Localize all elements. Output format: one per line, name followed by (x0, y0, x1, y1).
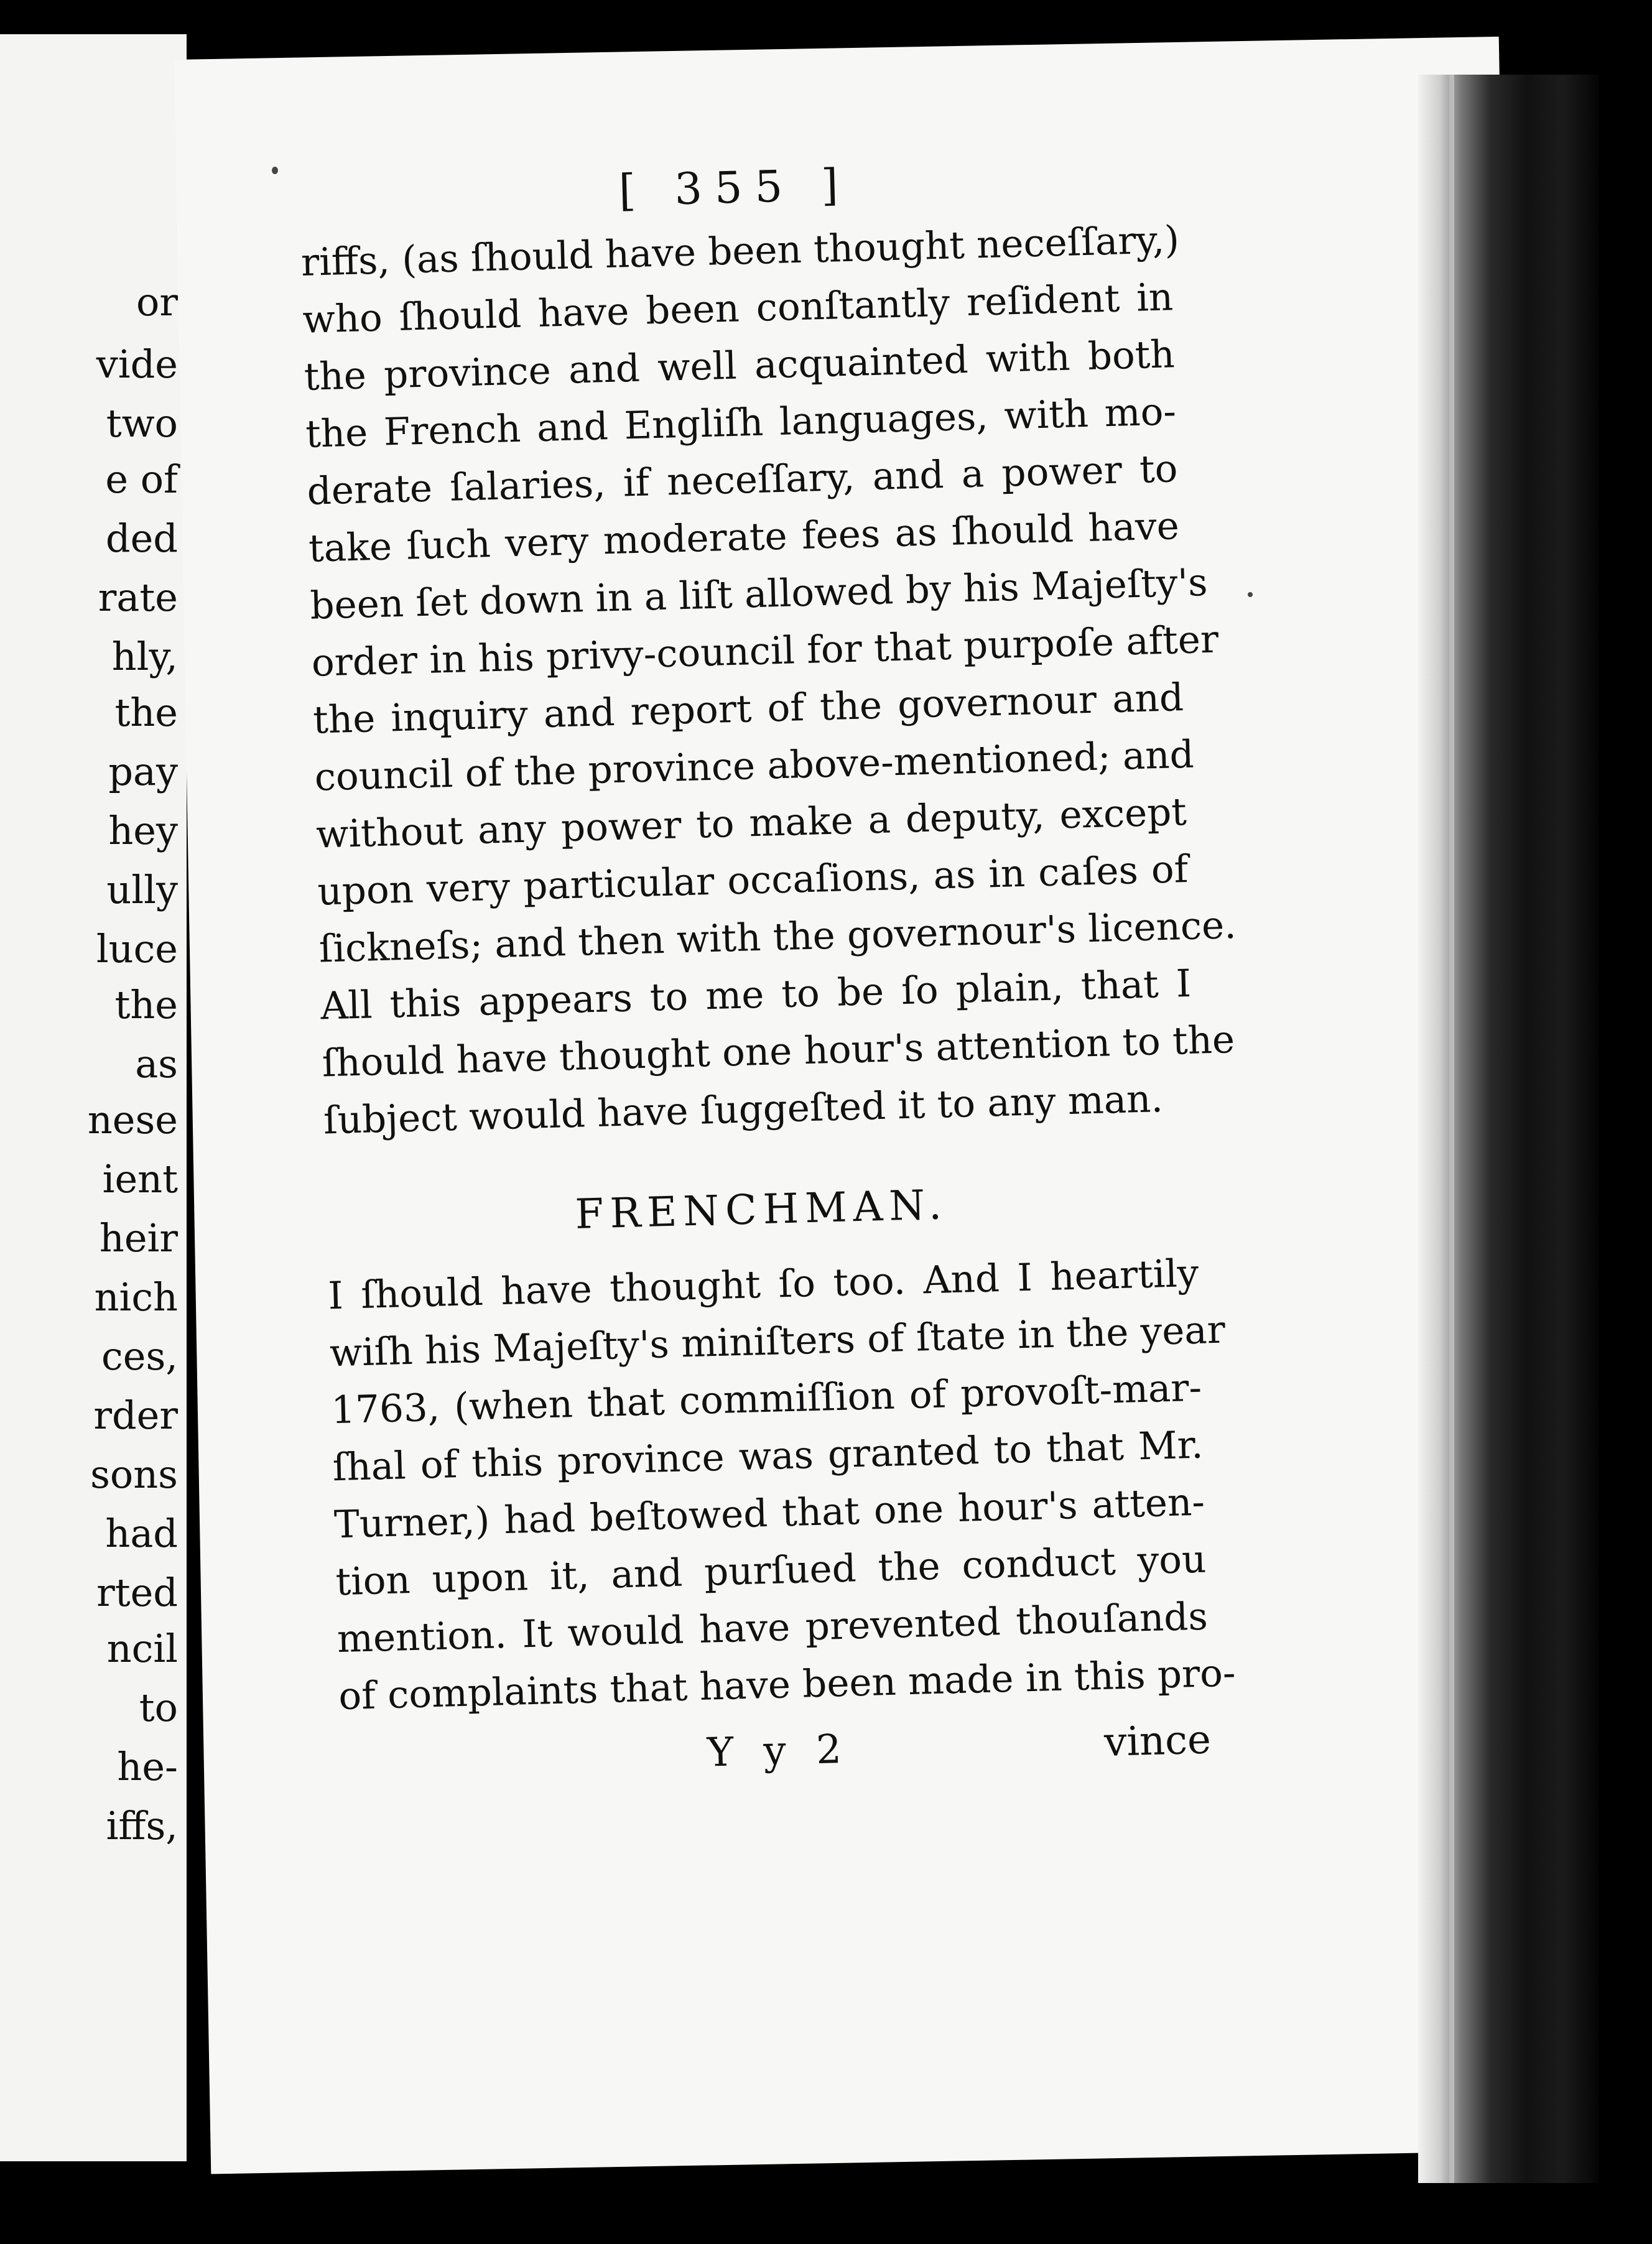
ink-speck (272, 167, 278, 174)
left-page-edge (0, 34, 187, 2161)
text-line: ſickneſs; and then with the governour's licence. (318, 902, 1237, 971)
left-page-fragment: hly, (111, 634, 178, 679)
text-line: ſhould have thought one hour's attention to the (321, 1018, 1235, 1086)
text-line: Turner,) had beſtowed that one hour's atten- (333, 1480, 1205, 1547)
text-line: upon very particular occaſions, as in caſes of (317, 846, 1189, 914)
left-page-fragment: the (114, 690, 178, 735)
left-page-fragment: heir (99, 1215, 178, 1261)
left-page-fragment: iffs, (106, 1803, 178, 1848)
catchword: vince (1103, 1717, 1212, 1766)
text-line: I ſhould have thought ſo too. And I heartily (327, 1251, 1200, 1319)
text-line: riffs, (as ſhould have been thought neceſſary,) (300, 217, 1180, 285)
left-page-fragment: or (136, 279, 178, 325)
text-line: without any power to make a deputy, except (315, 789, 1187, 857)
paragraph-frenchman (327, 1245, 1237, 1725)
page-number: [ 355 ] (618, 159, 852, 216)
text-line: take ſuch very moderate fees as ſhould have (308, 504, 1180, 571)
text-line: order in his privy-council for that purpoſe after (311, 617, 1219, 685)
book-spine-shadow (1418, 75, 1599, 2183)
left-page-fragment: rted (96, 1570, 178, 1615)
text-line: ſubject would have ſuggeſted it to any man. (323, 1077, 1164, 1143)
left-page-fragment: e of (105, 457, 178, 502)
left-page-fragment: nich (94, 1274, 178, 1320)
left-page-fragment: hey (108, 808, 178, 853)
signature-mark: Y y 2 (707, 1726, 851, 1776)
text-line: who ſhould have been conſtantly reſident in (302, 275, 1174, 342)
left-page-fragment: he- (117, 1744, 178, 1789)
left-page-fragment: rate (98, 575, 178, 620)
text-line: the inquiry and report of the governour and (312, 675, 1184, 743)
text-line: ſhal of this province was granted to that Mr. (332, 1422, 1204, 1490)
paragraph-continued (300, 211, 1237, 1149)
text-line: wiſh his Majeſty's miniſters of ſtate in the year (329, 1307, 1226, 1376)
left-page-fragment: ncil (106, 1626, 178, 1671)
text-line: council of the province above-mentioned; and (313, 732, 1195, 800)
left-page-fragment: sons (90, 1452, 178, 1497)
text-line: mention. It would have prevented thouſands (336, 1594, 1209, 1662)
page-text (299, 142, 1237, 1794)
left-page-fragment: rder (93, 1393, 178, 1438)
ink-speck (1248, 592, 1253, 597)
text-line: All this appears to me to be ſo plain, that I (320, 961, 1192, 1029)
text-line: the French and Engliſh languages, with mo- (305, 389, 1177, 457)
text-line: of complaints that have been made in this pro- (338, 1651, 1237, 1719)
text-line: been ſet down in a liſt allowed by his Majeſty's (309, 560, 1209, 628)
text-line: the province and well acquainted with both (304, 332, 1176, 399)
left-page-fragment: ces, (101, 1333, 178, 1379)
text-line: 1763, (when that commiſſion of provoſt-mar- (330, 1365, 1202, 1433)
text-line: derate ſalaries, if neceſſary, and a power to (306, 447, 1179, 514)
text-line: tion upon it, and purſued the conduct you (335, 1537, 1207, 1605)
left-page-fragment: the (114, 982, 178, 1027)
left-page-fragment: nese (87, 1097, 178, 1143)
left-page-fragment: ully (106, 867, 178, 912)
left-page-fragment: vide (96, 341, 178, 387)
left-page-fragment: had (105, 1511, 178, 1556)
page-edge-line (1449, 75, 1454, 2183)
left-page-fragment: ded (105, 516, 178, 561)
left-page-fragment: as (135, 1041, 178, 1087)
speaker-heading: FRENCHMAN. (574, 1180, 949, 1238)
left-page-fragment: to (139, 1685, 178, 1730)
left-page-fragment: pay (108, 749, 178, 794)
left-page-fragment: ient (102, 1156, 178, 1202)
left-page-fragment: luce (96, 926, 178, 971)
left-page-fragment: two (106, 401, 178, 446)
